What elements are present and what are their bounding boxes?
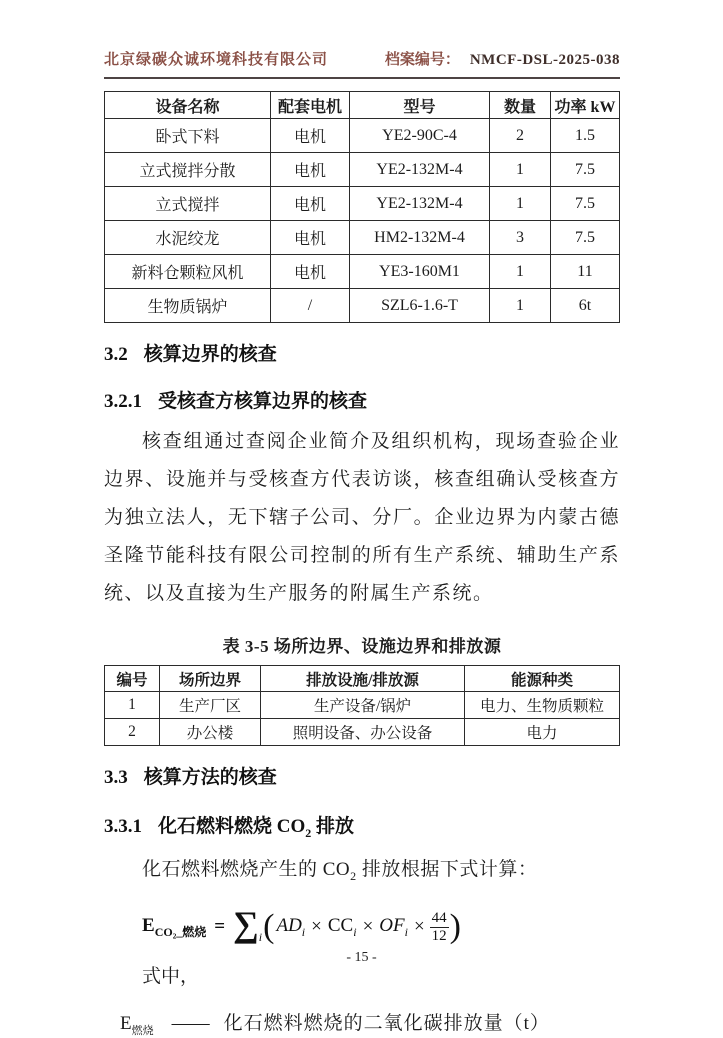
table-row — [105, 153, 620, 187]
table-cell: 7.5 — [551, 153, 620, 187]
table-cell: 立式搅拌分散 — [105, 153, 271, 187]
boundary-paragraph: 核查组通过查阅企业简介及组织机构，现场查验企业边界、设施并与受核查方代表访谈，核查组确认受核查方为独立法人，无下辖子公司、分厂。企业边界为内蒙古德圣隆节能科技有限公司控制的所有生产系统、辅助生产系统、以及直接为生产服务的附属生产系统。 — [104, 431, 620, 604]
table-cell: 新料仓颗粒风机 — [105, 255, 271, 289]
term-oxidation-factor: $OF_i$ — [379, 914, 408, 939]
table-row — [105, 187, 620, 221]
sigma-symbol: $\sum_i$ — [233, 903, 263, 944]
table-3-5-caption: 表 3-5 场所边界、设施边界和排放源 — [222, 637, 502, 656]
calc-intro-paragraph: 化石燃料燃烧产生的 $CO_2$ 排放根据下式计算： — [142, 858, 538, 883]
section-number: 3.3 — [104, 767, 128, 788]
section-number: 3.3.1 — [104, 816, 142, 837]
table-cell: 1 — [490, 255, 551, 289]
table-cell: 1 — [490, 153, 551, 187]
close-paren: ) — [449, 908, 461, 946]
section-heading-3-3 — [104, 762, 620, 789]
equipment-table-header-row — [105, 92, 620, 119]
table-cell: YE3-160M1 — [350, 255, 490, 289]
table-cell: 电力 — [465, 719, 620, 746]
col-header-site-boundary: 场所边界 — [160, 666, 261, 692]
col-header-index: 编号 — [105, 666, 160, 692]
formula-lhs: $E_{CO_2\_燃烧}$ — [142, 914, 207, 939]
col-header-power: 功率 kW — [551, 92, 620, 119]
table-row — [105, 119, 620, 153]
term-activity-data: $AD_i$ — [276, 914, 306, 939]
section-heading-3-2 — [104, 339, 620, 366]
table-cell: 11 — [551, 255, 620, 289]
definition-symbol: $E_{燃烧}$ — [120, 1013, 154, 1037]
page-number: - 15 - — [346, 950, 377, 965]
section-title: 受核查方核算边界的核查 — [158, 391, 368, 412]
table-cell: 生产设备/锅炉 — [261, 692, 465, 719]
multiply-sign: × — [362, 916, 374, 938]
boundary-table-header-row — [105, 666, 620, 692]
table-row — [105, 255, 620, 289]
table-row — [105, 692, 620, 719]
section-title: 核算方法的核查 — [143, 767, 277, 788]
table-row — [105, 221, 620, 255]
section-title: 核算边界的核查 — [143, 344, 277, 365]
section-number: 3.2.1 — [104, 391, 142, 412]
table-cell: 2 — [105, 719, 160, 746]
archive-label: 档案编号： — [384, 52, 460, 68]
archive-number: NMCF-DSL-2025-038 — [469, 52, 620, 68]
archive-field — [385, 48, 620, 69]
table-cell: 立式搅拌 — [105, 187, 271, 221]
table-cell: 电机 — [271, 187, 350, 221]
definition-text: 化石燃料燃烧的二氧化碳排放量（t） — [223, 1013, 550, 1035]
table-cell: 电机 — [271, 119, 350, 153]
table-cell: SZL6-1.6-T — [350, 289, 490, 323]
table-cell: 7.5 — [551, 187, 620, 221]
table-cell: HM2-132M-4 — [350, 221, 490, 255]
table-cell: 照明设备、办公设备 — [261, 719, 465, 746]
table-cell: 生产厂区 — [160, 692, 261, 719]
term-carbon-content: $CC_i$ — [327, 914, 357, 939]
table-cell: 1 — [490, 289, 551, 323]
multiply-sign: × — [311, 916, 322, 938]
table-cell: / — [271, 289, 350, 323]
col-header-emission-source: 排放设施/排放源 — [261, 666, 465, 692]
table-cell: 电力、生物质颗粒 — [465, 692, 620, 719]
table-cell: 卧式下料 — [105, 119, 271, 153]
table-cell: 电机 — [271, 255, 350, 289]
co2-combustion-formula — [142, 903, 620, 946]
boundary-table — [104, 665, 620, 746]
table-row — [105, 289, 620, 323]
table-cell: YE2-90C-4 — [350, 119, 490, 153]
col-header-device-name: 设备名称 — [105, 92, 271, 119]
table-cell: 办公楼 — [160, 719, 261, 746]
table-cell: 7.5 — [551, 221, 620, 255]
table-row — [105, 719, 620, 746]
multiply-sign: × — [413, 916, 425, 938]
definition-dash: —— — [171, 1013, 210, 1035]
table-cell: 电机 — [271, 153, 350, 187]
equipment-table — [104, 91, 620, 323]
section-title: 化石燃料燃烧 $CO_2$ 排放 — [158, 816, 355, 840]
company-name: 北京绿碳众诚环境科技有限公司 — [104, 52, 329, 68]
col-header-qty: 数量 — [490, 92, 551, 119]
table-cell: YE2-132M-4 — [350, 153, 490, 187]
col-header-motor: 配套电机 — [271, 92, 350, 119]
section-number: 3.2 — [104, 344, 128, 365]
col-header-model: 型号 — [350, 92, 490, 119]
table-cell: 1 — [105, 692, 160, 719]
e-combustion-definition — [120, 1008, 620, 1038]
page-header — [104, 48, 620, 79]
section-heading-3-2-1 — [104, 386, 620, 413]
where-label: 式中， — [142, 966, 200, 988]
fraction-44-12: $\frac{44}{12}$ — [431, 909, 447, 944]
table-cell: 2 — [490, 119, 551, 153]
table-cell: YE2-132M-4 — [350, 187, 490, 221]
table-cell: 电机 — [271, 221, 350, 255]
table-cell: 6t — [551, 289, 620, 323]
table-cell: 3 — [490, 221, 551, 255]
table-cell: 水泥绞龙 — [105, 221, 271, 255]
table-cell: 1.5 — [551, 119, 620, 153]
table-cell: 1 — [490, 187, 551, 221]
open-paren: ( — [263, 908, 275, 946]
equals-sign: = — [214, 916, 226, 938]
col-header-energy-type: 能源种类 — [465, 666, 620, 692]
section-heading-3-3-1 — [104, 811, 620, 841]
table-cell: 生物质锅炉 — [105, 289, 271, 323]
